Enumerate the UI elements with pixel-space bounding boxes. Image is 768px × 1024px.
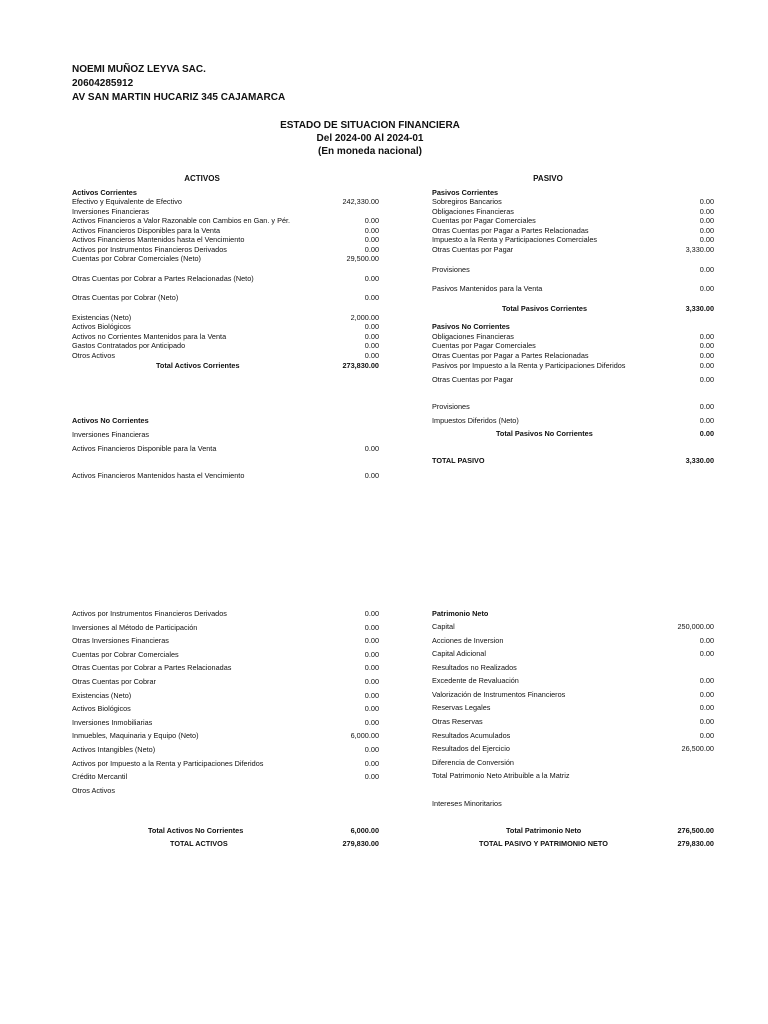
total-pasivos-no-corrientes [432, 429, 714, 438]
row-value: 0.00 [699, 429, 714, 438]
company-ruc: 20604285912 [72, 78, 134, 89]
activo-no-corriente-row [72, 731, 379, 740]
pasivo-no-corriente-row [432, 375, 714, 384]
section-heading-pasivos-corrientes [432, 188, 714, 197]
row-label: Activos no Corrientes Mantenidos para la Venta [72, 332, 227, 341]
row-label: Provisiones [432, 402, 470, 411]
row-label: Impuestos Diferidos (Neto) [432, 416, 519, 425]
activo-no-corriente-row [72, 444, 379, 453]
row-label: Activos por Impuesto a la Renta y Participaciones Diferidos [72, 759, 264, 768]
row-value: 0.00 [699, 341, 714, 350]
pasivo-corriente-row [432, 207, 714, 216]
row-label: Otras Cuentas por Pagar a Partes Relacionadas [432, 226, 589, 235]
row-label: Activos Financieros Disponibles para la Venta [72, 226, 221, 235]
row-value: 0.00 [364, 609, 379, 618]
row-value: 0.00 [699, 402, 714, 411]
row-label: Inversiones Inmobiliarias [72, 718, 153, 727]
report-title: ESTADO DE SITUACION FINANCIERA [280, 120, 460, 131]
row-value: 26,500.00 [681, 744, 714, 753]
row-label: Otras Cuentas por Cobrar a Partes Relacionadas (Neto) [72, 274, 254, 283]
pasivo-no-corriente-row [432, 341, 714, 350]
patrimonio-row [432, 717, 714, 726]
pasivo-no-corriente-row [432, 351, 714, 360]
activo-corriente-row [72, 313, 379, 322]
row-label: Pasivos Mantenidos para la Venta [432, 284, 543, 293]
activo-no-corriente-row [72, 636, 379, 645]
patrimonio-row [432, 771, 714, 780]
patrimonio-row [432, 799, 714, 808]
row-label: Obligaciones Financieras [432, 207, 514, 216]
row-value: 0.00 [364, 772, 379, 781]
row-value: 0.00 [364, 691, 379, 700]
section-heading-activos-no-corrientes [72, 416, 379, 425]
row-label: Pasivos No Corrientes [432, 322, 510, 331]
assets-column-heading: ACTIVOS [184, 174, 220, 183]
activo-no-corriente-row [72, 609, 379, 618]
row-label: Efectivo y Equivalente de Efectivo [72, 197, 182, 206]
activo-no-corriente-row [72, 759, 379, 768]
activo-corriente-row [72, 235, 379, 244]
row-value: 0.00 [364, 718, 379, 727]
pasivo-corriente-row [432, 216, 714, 225]
activo-no-corriente-row [72, 704, 379, 713]
row-value: 0.00 [699, 690, 714, 699]
row-value: 0.00 [364, 650, 379, 659]
total-pasivo-patrimonio [432, 839, 714, 848]
activo-corriente-row [72, 274, 379, 283]
row-value: 0.00 [699, 226, 714, 235]
row-label: Reservas Legales [432, 703, 491, 712]
row-label: Otras Cuentas por Cobrar (Neto) [72, 293, 179, 302]
total-activos-no-corrientes [72, 826, 379, 835]
row-value: 2,000.00 [350, 313, 379, 322]
row-label: Activos Biológicos [72, 322, 131, 331]
activo-no-corriente-row [72, 471, 379, 480]
row-label: Existencias (Neto) [72, 691, 132, 700]
row-value: 0.00 [699, 731, 714, 740]
row-label: Crédito Mercantil [72, 772, 128, 781]
activo-no-corriente-row [72, 745, 379, 754]
activo-no-corriente-row [72, 663, 379, 672]
row-value: 0.00 [364, 444, 379, 453]
row-value: 273,830.00 [342, 361, 379, 370]
row-label: Total Pasivos No Corrientes [496, 429, 593, 438]
company-address: AV SAN MARTIN HUCARIZ 345 CAJAMARCA [72, 92, 286, 103]
activo-no-corriente-row [72, 430, 379, 439]
row-label: Otras Reservas [432, 717, 483, 726]
row-value: 0.00 [699, 265, 714, 274]
row-label: Impuesto a la Renta y Participaciones Comerciales [432, 235, 598, 244]
patrimonio-row [432, 622, 714, 631]
pasivo-corriente-row [432, 284, 714, 293]
row-label: TOTAL PASIVO Y PATRIMONIO NETO [479, 839, 608, 848]
row-value: 0.00 [364, 332, 379, 341]
row-label: TOTAL PASIVO [432, 456, 485, 465]
row-label: Total Activos No Corrientes [148, 826, 244, 835]
row-value: 0.00 [364, 351, 379, 360]
row-value: 242,330.00 [342, 197, 379, 206]
row-label: Capital [432, 622, 455, 631]
activo-corriente-row [72, 293, 379, 302]
row-value: 0.00 [364, 663, 379, 672]
patrimonio-row [432, 690, 714, 699]
activo-corriente-row [72, 322, 379, 331]
row-value: 6,000.00 [350, 826, 379, 835]
row-label: Obligaciones Financieras [432, 332, 514, 341]
row-value: 0.00 [699, 649, 714, 658]
patrimonio-row [432, 758, 714, 767]
row-label: Activos No Corrientes [72, 416, 149, 425]
row-label: Total Pasivos Corrientes [502, 304, 588, 313]
activo-corriente-row [72, 341, 379, 350]
row-label: Cuentas por Cobrar Comerciales [72, 650, 179, 659]
pasivo-corriente-row [432, 245, 714, 254]
row-value: 29,500.00 [346, 254, 379, 263]
patrimonio-row [432, 703, 714, 712]
activo-no-corriente-row [72, 786, 379, 795]
total-pasivos-corrientes [432, 304, 714, 313]
pasivo-corriente-row [432, 265, 714, 274]
activo-no-corriente-row [72, 650, 379, 659]
row-value: 0.00 [364, 759, 379, 768]
row-value: 0.00 [364, 623, 379, 632]
row-label: Activos Corrientes [72, 188, 137, 197]
report-period: Del 2024-00 Al 2024-01 [316, 133, 424, 144]
row-label: TOTAL ACTIVOS [170, 839, 228, 848]
pasivo-no-corriente-row [432, 402, 714, 411]
row-label: Pasivos Corrientes [432, 188, 499, 197]
activo-corriente-row [72, 332, 379, 341]
company-name: NOEMI MUÑOZ LEYVA SAC. [72, 64, 206, 75]
patrimonio-row [432, 744, 714, 753]
row-value: 6,000.00 [350, 731, 379, 740]
row-label: Cuentas por Pagar Comerciales [432, 216, 536, 225]
row-value: 0.00 [364, 274, 379, 283]
pasivo-no-corriente-row [432, 416, 714, 425]
row-value: 0.00 [699, 235, 714, 244]
row-value: 3,330.00 [685, 304, 714, 313]
row-value: 0.00 [699, 197, 714, 206]
row-label: Total Patrimonio Neto [506, 826, 582, 835]
activo-corriente-row [72, 254, 379, 263]
row-label: Otras Cuentas por Cobrar a Partes Relacionadas [72, 663, 232, 672]
row-value: 0.00 [699, 332, 714, 341]
pasivo-corriente-row [432, 235, 714, 244]
row-value: 0.00 [364, 293, 379, 302]
row-value: 0.00 [699, 375, 714, 384]
patrimonio-row [432, 636, 714, 645]
row-label: Inversiones Financieras [72, 430, 150, 439]
total-activos [72, 839, 379, 848]
row-label: Otros Activos [72, 351, 115, 360]
row-value: 0.00 [364, 677, 379, 686]
activo-corriente-row [72, 216, 379, 225]
row-label: Activos por Instrumentos Financieros Derivados [72, 609, 227, 618]
activo-no-corriente-row [72, 691, 379, 700]
row-label: Patrimonio Neto [432, 609, 489, 618]
row-value: 0.00 [699, 361, 714, 370]
row-label: Total Patrimonio Neto Atribuible a la Matriz [432, 771, 570, 780]
row-label: Activos Intangibles (Neto) [72, 745, 156, 754]
section-heading-activos-corrientes [72, 188, 379, 197]
row-label: Inversiones Financieras [72, 207, 150, 216]
row-label: Intereses Minoritarios [432, 799, 502, 808]
section-heading-patrimonio [432, 609, 714, 618]
row-label: Valorización de Instrumentos Financieros [432, 690, 566, 699]
row-value: 0.00 [364, 235, 379, 244]
row-label: Capital Adicional [432, 649, 486, 658]
patrimonio-row [432, 676, 714, 685]
row-label: Otras Cuentas por Pagar [432, 245, 514, 254]
row-value: 279,830.00 [342, 839, 379, 848]
row-label: Activos Financieros Disponible para la Venta [72, 444, 217, 453]
row-label: Otras Cuentas por Cobrar [72, 677, 156, 686]
row-value: 0.00 [364, 471, 379, 480]
row-label: Activos por Instrumentos Financieros Derivados [72, 245, 227, 254]
total-patrimonio-neto [432, 826, 714, 835]
report-currency: (En moneda nacional) [318, 146, 422, 157]
liabilities-column-heading: PASIVO [533, 174, 563, 183]
row-label: Pasivos por Impuesto a la Renta y Participaciones Diferidos [432, 361, 626, 370]
row-value: 0.00 [364, 226, 379, 235]
row-value: 0.00 [699, 351, 714, 360]
activo-corriente-row [72, 226, 379, 235]
row-value: 0.00 [364, 704, 379, 713]
row-label: Cuentas por Cobrar Comerciales (Neto) [72, 254, 201, 263]
row-label: Gastos Contratados por Anticipado [72, 341, 186, 350]
patrimonio-row [432, 663, 714, 672]
activo-corriente-row [72, 351, 379, 360]
activo-no-corriente-row [72, 772, 379, 781]
pasivo-no-corriente-row [432, 332, 714, 341]
patrimonio-row [432, 731, 714, 740]
row-value: 0.00 [699, 207, 714, 216]
row-label: Existencias (Neto) [72, 313, 132, 322]
row-label: Activos Financieros a Valor Razonable con Cambios en Gan. y Pér. [72, 216, 291, 225]
row-label: Otras Inversiones Financieras [72, 636, 169, 645]
row-label: Excedente de Revaluación [432, 676, 519, 685]
activo-corriente-row [72, 207, 379, 216]
row-value: 3,330.00 [685, 456, 714, 465]
row-value: 0.00 [699, 216, 714, 225]
row-value: 3,330.00 [685, 245, 714, 254]
row-label: Activos Biológicos [72, 704, 131, 713]
row-label: Resultados Acumulados [432, 731, 511, 740]
row-value: 0.00 [364, 745, 379, 754]
activo-no-corriente-row [72, 623, 379, 632]
row-label: Otros Activos [72, 786, 115, 795]
activo-no-corriente-row [72, 677, 379, 686]
row-value: 0.00 [699, 676, 714, 685]
activo-corriente-row [72, 197, 379, 206]
row-label: Cuentas por Pagar Comerciales [432, 341, 536, 350]
row-value: 0.00 [364, 341, 379, 350]
activo-corriente-row [72, 245, 379, 254]
row-value: 0.00 [364, 245, 379, 254]
row-value: 0.00 [699, 717, 714, 726]
section-heading-pasivos-no-corrientes [432, 322, 714, 331]
row-label: Provisiones [432, 265, 470, 274]
row-label: Total Activos Corrientes [156, 361, 240, 370]
row-value: 279,830.00 [677, 839, 714, 848]
row-label: Resultados no Realizados [432, 663, 517, 672]
row-label: Inversiones al Método de Participación [72, 623, 198, 632]
row-value: 0.00 [364, 216, 379, 225]
row-value: 0.00 [699, 416, 714, 425]
row-label: Otras Cuentas por Pagar [432, 375, 514, 384]
row-value: 0.00 [699, 703, 714, 712]
pasivo-corriente-row [432, 197, 714, 206]
row-value: 0.00 [364, 322, 379, 331]
activo-no-corriente-row [72, 718, 379, 727]
pasivo-no-corriente-row [432, 361, 714, 370]
pasivo-corriente-row [432, 226, 714, 235]
row-label: Acciones de Inversion [432, 636, 504, 645]
row-label: Activos Financieros Mantenidos hasta el Vencimiento [72, 235, 245, 244]
total-pasivo [432, 456, 714, 465]
row-value: 276,500.00 [677, 826, 714, 835]
row-value: 0.00 [364, 636, 379, 645]
row-value: 0.00 [699, 636, 714, 645]
patrimonio-row [432, 649, 714, 658]
total-activos-corrientes [72, 361, 379, 370]
row-value: 0.00 [699, 284, 714, 293]
row-label: Resultados del Ejercicio [432, 744, 510, 753]
row-value: 250,000.00 [677, 622, 714, 631]
row-label: Diferencia de Conversión [432, 758, 514, 767]
row-label: Activos Financieros Mantenidos hasta el Vencimiento [72, 471, 245, 480]
row-label: Otras Cuentas por Pagar a Partes Relacionadas [432, 351, 589, 360]
row-label: Inmuebles, Maquinaria y Equipo (Neto) [72, 731, 199, 740]
row-label: Sobregiros Bancarios [432, 197, 502, 206]
